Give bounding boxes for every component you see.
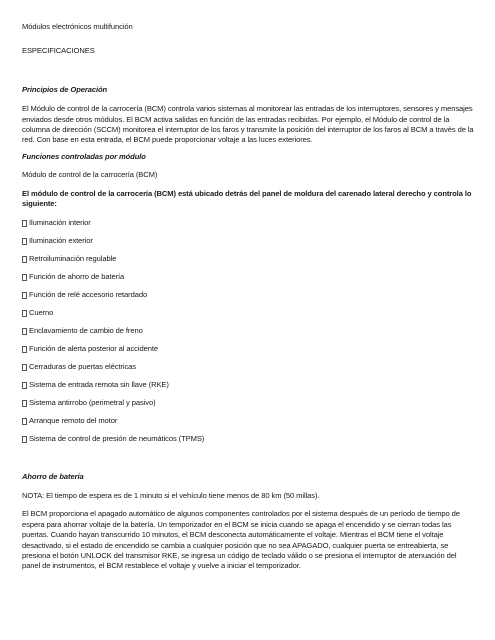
feature-label: Arranque remoto del motor	[29, 416, 118, 426]
list-item	[22, 362, 474, 380]
principios-heading: Principios de Operación	[22, 84, 108, 94]
bcm-paragraph: El BCM proporciona el apagado automático de algunos componentes controlados por el sistema después de un período de tiempo de espera para ahorrar voltaje de la batería. Un temporizador en el BCM se inicia cuando se apaga el encendido y se cierran todas las puertas. Cuando hayan transcurrido 10 minutos, el BCM desconecta automáticamente el voltaje. Mientras el BCM tiene el voltaje desactivado, si el estado de encendido se cambia a cualquier posición que no sea APAGADO, cualquier puerta se entreabierta, se presiona el botón UNLOCK del transmisor RKE, se ingresa un código de teclado válido o se presiona el interruptor de atenuación del panel de instrumentos, el BCM restablece el voltaje y vuelve a iniciar el temporizador.	[22, 509, 460, 571]
list-item	[22, 272, 474, 290]
bullet-box-icon	[22, 436, 27, 443]
feature-label: Enclavamiento de cambio de freno	[29, 326, 143, 336]
list-item	[22, 254, 474, 272]
bullet-box-icon	[22, 328, 27, 335]
list-item	[22, 416, 474, 434]
nota-paragraph: NOTA: El tiempo de espera es de 1 minuto si el vehículo tiene menos de 80 km (50 millas).	[22, 490, 320, 500]
feature-label: Sistema de entrada remota sin llave (RKE)	[29, 380, 169, 390]
bullet-box-icon	[22, 382, 27, 389]
bullet-box-icon	[22, 292, 27, 299]
list-item	[22, 308, 474, 326]
feature-label: Función de ahorro de batería	[29, 272, 125, 282]
list-item	[22, 398, 474, 416]
bullet-box-icon	[22, 220, 27, 227]
document-title: Módulos electrónicos multifunción	[22, 22, 133, 31]
document-page	[22, 17, 474, 572]
feature-label: Retroiluminación regulable	[29, 254, 117, 264]
ubicacion-paragraph: El módulo de control de la carrocería (BCM) está ubicado detrás del panel de moldura del carenado lateral derecho y controla lo siguiente:	[22, 188, 472, 209]
principios-paragraph: El Módulo de control de la carrocería (BCM) controla varios sistemas al monitorear las entradas de los interruptores, sensores y mensajes enviados desde otros módulos. El BCM activa salidas en función de las entradas recibidas. Por ejemplo, el Módulo de control de la columna de dirección (SCCM) monitorea el interruptor de los faros y transmite la posición del interruptor de los faros al BCM a través de la red. Con base en esta entrada, el BCM puede proporcionar voltaje a las luces exteriores.	[22, 104, 474, 145]
funciones-heading: Funciones controladas por módulo	[22, 151, 146, 161]
bullet-box-icon	[22, 238, 27, 245]
modulo-line: Módulo de control de la carrocería (BCM)	[22, 170, 158, 180]
feature-label: Cerraduras de puertas eléctricas	[29, 362, 136, 372]
feature-label: Función de alerta posterior al accidente	[29, 344, 158, 354]
list-item	[22, 380, 474, 398]
list-item	[22, 326, 474, 344]
bullet-box-icon	[22, 400, 27, 407]
specifications-label: ESPECIFICACIONES	[22, 46, 95, 56]
list-item	[22, 344, 474, 362]
list-item	[22, 218, 474, 236]
bullet-box-icon	[22, 256, 27, 263]
bullet-box-icon	[22, 418, 27, 425]
feature-label: Sistema antirrobo (perimetral y pasivo)	[29, 398, 156, 408]
bullet-box-icon	[22, 310, 27, 317]
list-item	[22, 290, 474, 308]
bullet-box-icon	[22, 364, 27, 371]
list-item	[22, 236, 474, 254]
feature-label: Sistema de control de presión de neumáticos (TPMS)	[29, 434, 205, 444]
feature-list	[22, 218, 474, 452]
bullet-box-icon	[22, 274, 27, 281]
feature-label: Iluminación exterior	[29, 236, 93, 246]
list-item	[22, 434, 474, 452]
ahorro-heading: Ahorro de batería	[22, 472, 84, 482]
bullet-box-icon	[22, 346, 27, 353]
feature-label: Cuerno	[29, 308, 54, 318]
feature-label: Iluminación interior	[29, 218, 91, 228]
feature-label: Función de relé accesorio retardado	[29, 290, 148, 300]
